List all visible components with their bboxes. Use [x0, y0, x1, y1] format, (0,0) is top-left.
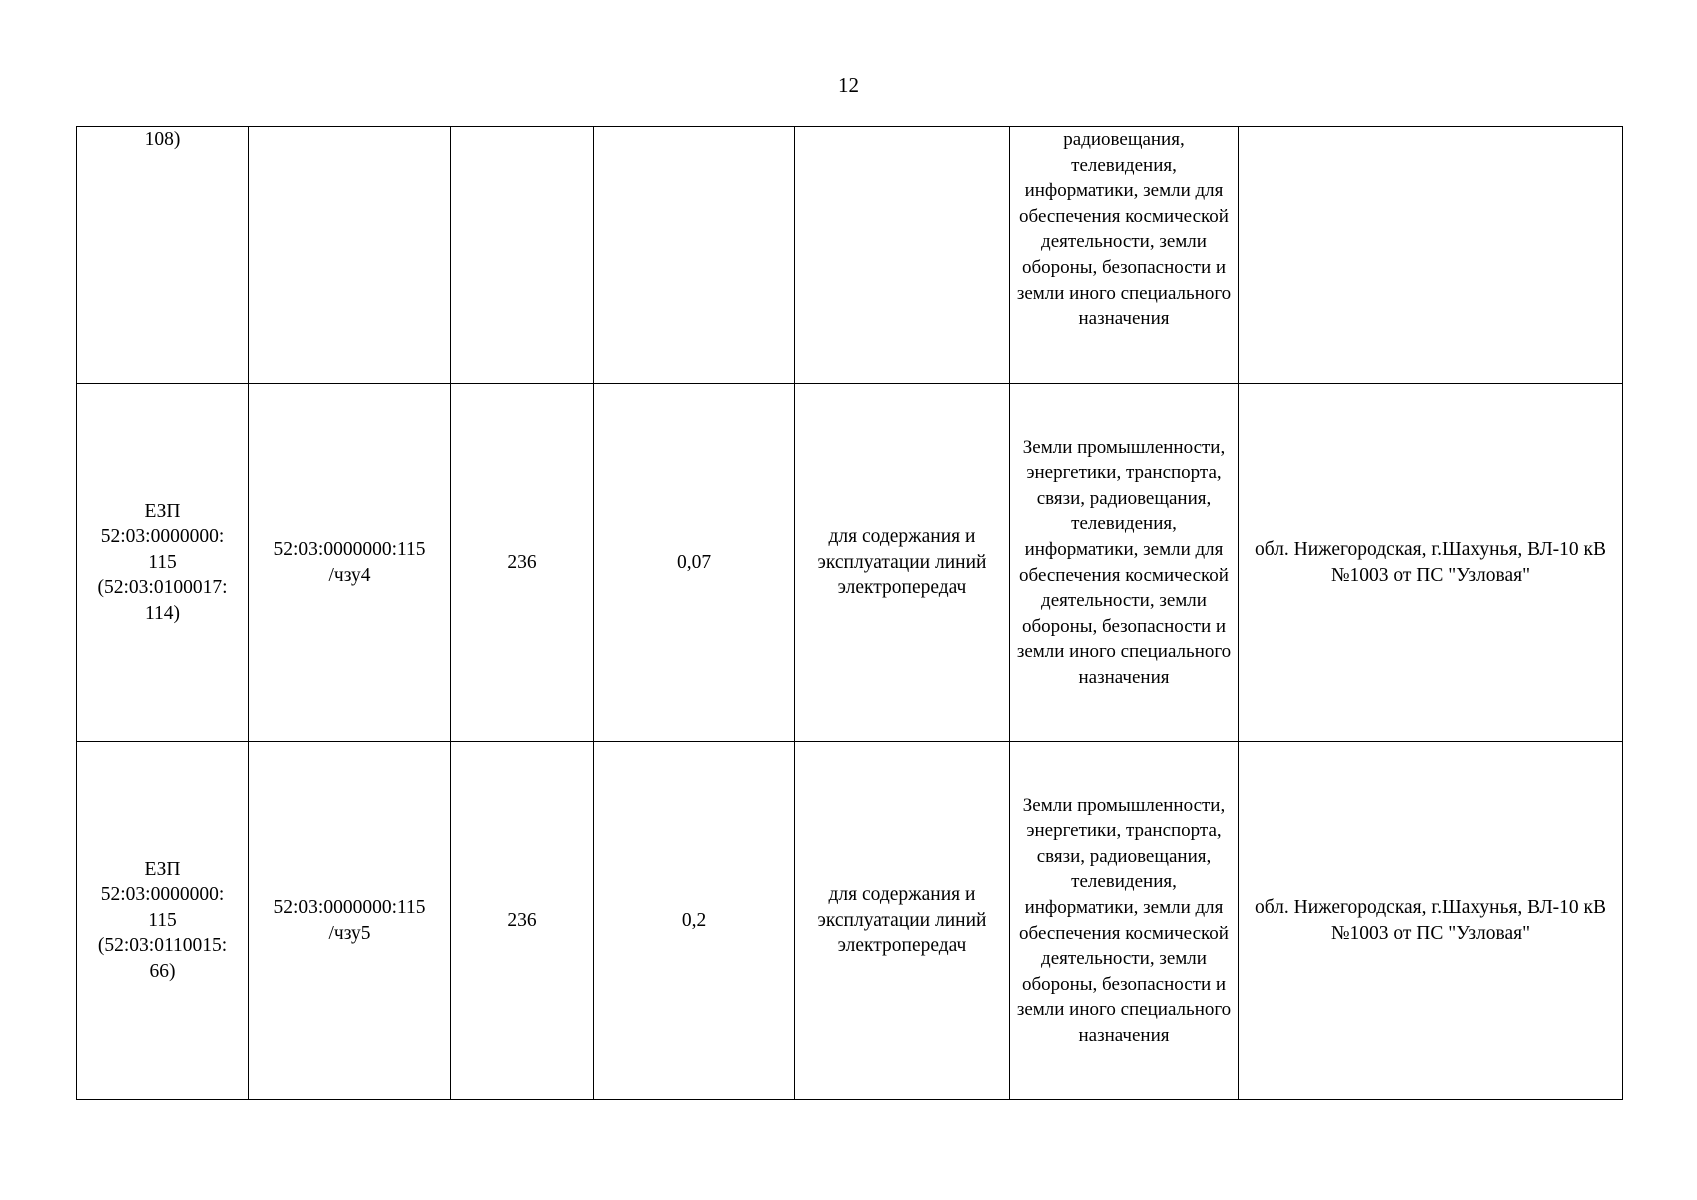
zone-label: ЕЗП [144, 858, 181, 880]
zone-parent-end: 114) [144, 602, 181, 624]
code-cell: 236 [451, 384, 594, 742]
cadastral-number: 52:03:0000000:115 [273, 896, 426, 918]
cadastral-part: /чзу4 [328, 564, 371, 586]
cadastral-cell [249, 127, 451, 384]
address-cell [1239, 127, 1623, 384]
table-row [77, 742, 1623, 1100]
zone-suffix: 115 [148, 551, 177, 573]
zone-text: 108) [144, 129, 181, 150]
purpose-cell: для содержания и эксплуатации линий электропередач [795, 742, 1010, 1100]
zone-cell [77, 127, 249, 384]
land-category-cell: радиовещания, телевидения, информатики, земли для обеспечения космической деятельности, земли обороны, безопасности и земли иного специального назначения [1010, 127, 1239, 384]
purpose-cell: для содержания и эксплуатации линий электропередач [795, 384, 1010, 742]
cadastral-part: /чзу5 [328, 922, 371, 944]
code-cell [451, 127, 594, 384]
address-cell: обл. Нижегородская, г.Шахунья, ВЛ-10 кВ №1003 от ПС "Узловая" [1239, 742, 1623, 1100]
cadastral-number: 52:03:0000000:115 [273, 538, 426, 560]
zone-parent: (52:03:0110015: [97, 935, 228, 957]
address-cell: обл. Нижегородская, г.Шахунья, ВЛ-10 кВ №1003 от ПС "Узловая" [1239, 384, 1623, 742]
land-category-cell: Земли промышленности, энергетики, транспорта, связи, радиовещания, телевидения, информатики, земли для обеспечения космической деятельности, земли обороны, безопасности и земли иного специального назначения [1010, 742, 1239, 1100]
area-cell [594, 127, 795, 384]
land-category-cell: Земли промышленности, энергетики, транспорта, связи, радиовещания, телевидения, информатики, земли для обеспечения космической деятельности, земли обороны, безопасности и земли иного специального назначения [1010, 384, 1239, 742]
table-row [77, 384, 1623, 742]
zone-cell [77, 742, 249, 1100]
land-plots-table [76, 126, 1623, 1100]
zone-label: ЕЗП [144, 500, 181, 522]
zone-suffix: 115 [148, 909, 177, 931]
zone-parent-end: 66) [149, 960, 176, 982]
area-cell: 0,2 [594, 742, 795, 1100]
zone-cell [77, 384, 249, 742]
code-cell: 236 [451, 742, 594, 1100]
area-cell: 0,07 [594, 384, 795, 742]
cadastral-cell [249, 742, 451, 1100]
zone-number: 52:03:0000000: [100, 526, 225, 548]
zone-parent: (52:03:0100017: [97, 577, 228, 599]
page-number: 12 [838, 73, 859, 97]
table-row [77, 127, 1623, 384]
purpose-cell [795, 127, 1010, 384]
zone-number: 52:03:0000000: [100, 884, 225, 906]
cadastral-cell [249, 384, 451, 742]
